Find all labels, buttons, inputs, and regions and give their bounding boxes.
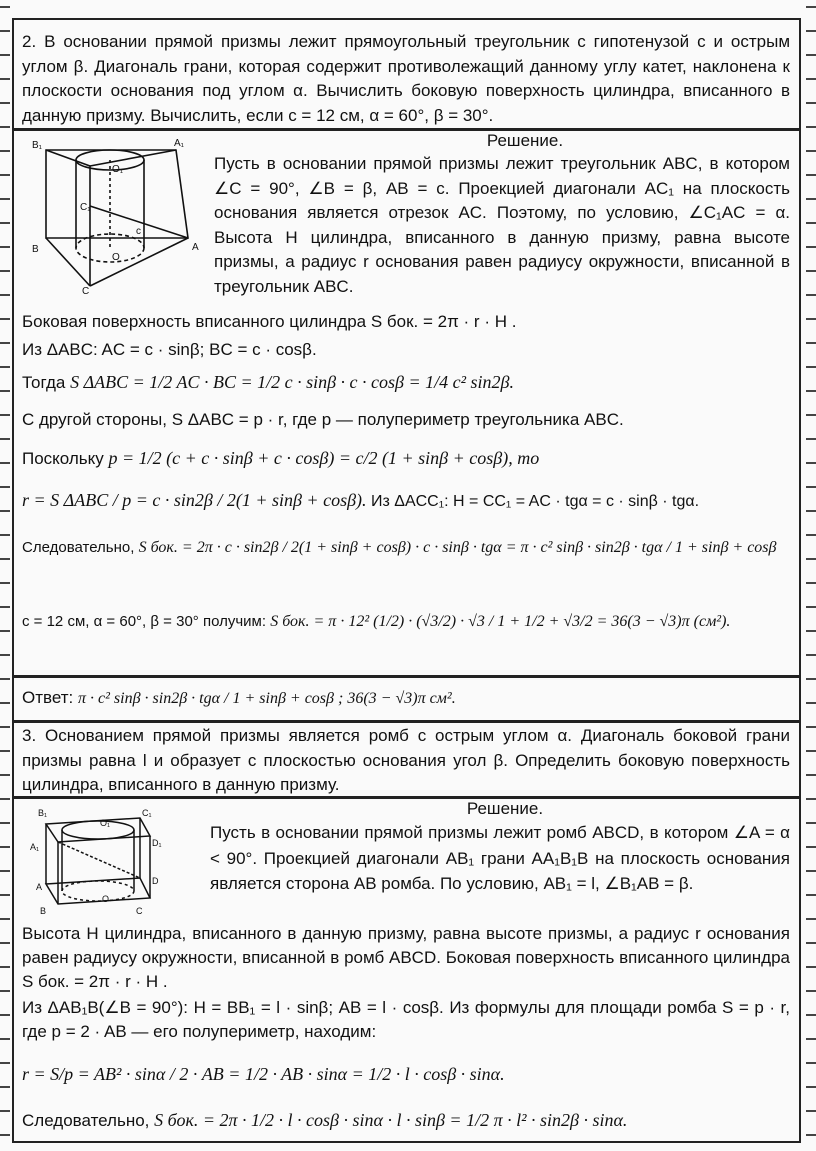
edge-tick [0, 894, 10, 896]
edge-tick [0, 846, 10, 848]
edge-tick [0, 1038, 10, 1040]
edge-tick [0, 966, 10, 968]
text: Следовательно, [22, 539, 135, 556]
problem2-answer [22, 688, 456, 709]
prism-triangle-figure [28, 136, 206, 296]
answer-formula: π · c² sinβ · sin2β · tgα / 1 + sinβ + cosβ ; 36(3 − √3)π см². [77, 690, 456, 707]
edge-tick [806, 1014, 816, 1016]
text: Следовательно, [22, 1111, 150, 1130]
problem2-semiperimeter [22, 448, 539, 469]
edge-tick [806, 702, 816, 704]
edge-tick [806, 750, 816, 752]
fig3-label-b1: B₁ [38, 808, 48, 818]
edge-tick [0, 702, 10, 704]
formula: r = S ΔABC / p = c · sin2β / 2(1 + sinβ + cosβ). [22, 490, 367, 510]
formula: S бок. = π · 12² (1/2) · (√3/2) · √3 / 1 + 1/2 + √3/2 = 36(3 − √3)π (см²). [270, 613, 731, 630]
fig-label-o: O [112, 252, 120, 263]
edge-tick [0, 534, 10, 536]
edge-tick [0, 126, 10, 128]
edge-tick [0, 486, 10, 488]
edge-tick [806, 198, 816, 200]
edge-tick [806, 414, 816, 416]
text: Тогда [22, 373, 66, 392]
edge-tick [806, 102, 816, 104]
edge-tick [0, 918, 10, 920]
edge-tick [0, 1134, 10, 1136]
problem3-radius [22, 1064, 505, 1085]
edge-tick [0, 726, 10, 728]
fig3-label-c: C [136, 906, 143, 916]
divider [14, 796, 801, 799]
edge-tick [0, 774, 10, 776]
edge-tick [806, 558, 816, 560]
divider [14, 720, 801, 723]
fig-label-c: C [82, 286, 90, 296]
problem3-solution-title: Решение. [466, 799, 544, 818]
edge-tick [0, 366, 10, 368]
edge-tick [806, 966, 816, 968]
edge-tick [0, 606, 10, 608]
edge-tick [0, 222, 10, 224]
edge-tick [0, 198, 10, 200]
edge-tick [0, 30, 10, 32]
edge-tick [0, 150, 10, 152]
edge-tick [806, 390, 816, 392]
fig-label-c1: C₁ [80, 202, 91, 213]
right-edge-ticks [804, 0, 816, 1151]
edge-tick [0, 558, 10, 560]
text: Из ΔACC₁: H = CC₁ = AC · tgα = c · sinβ · tgα. [370, 493, 700, 510]
edge-tick [806, 222, 816, 224]
edge-tick [0, 942, 10, 944]
fig3-label-d1: D₁ [152, 838, 162, 848]
problem2-solution-title: Решение. [486, 131, 564, 150]
edge-tick [0, 582, 10, 584]
edge-tick [806, 846, 816, 848]
edge-tick [806, 606, 816, 608]
text: c = 12 см, α = 60°, β = 30° получим: [22, 613, 267, 630]
edge-tick [806, 630, 816, 632]
fig3-label-o1: O₁ [100, 818, 111, 828]
left-edge-ticks [0, 0, 12, 1151]
edge-tick [0, 630, 10, 632]
fig3-label-c1: C₁ [142, 808, 152, 818]
problem2-radius-height [22, 490, 699, 512]
edge-tick [806, 318, 816, 320]
edge-tick [0, 654, 10, 656]
answer-label: Ответ: [22, 688, 74, 707]
text: Поскольку [22, 449, 104, 468]
edge-tick [806, 582, 816, 584]
edge-tick [806, 726, 816, 728]
problem3-statement: 3. Основанием прямой призмы является ромб с острым углом α. Диагональ боковой грани призмы равна l и образует с плоскостью основания угол β. Определить боковую поверхность цилиндра, вписанного в данную призму. [22, 726, 790, 795]
divider [14, 675, 801, 678]
edge-tick [0, 270, 10, 272]
edge-tick [806, 798, 816, 800]
edge-tick [0, 462, 10, 464]
problem3-intro: Пусть в основании прямой призмы лежит ромб ABCD, в котором ∠A = α < 90°. Проекцией диагонали AB₁ грани AA₁B₁B на плоскость основания является сторона AB ромба. По условию, AB₁ = l, ∠B₁AB = β. [210, 823, 790, 893]
edge-tick [0, 798, 10, 800]
formula: S ΔABC = 1/2 AC · BC = 1/2 c · sinβ · c · cosβ = 1/4 c² sin2β. [70, 372, 515, 392]
edge-tick [0, 1014, 10, 1016]
fig-label-b1: B₁ [32, 140, 43, 151]
edge-tick [806, 870, 816, 872]
edge-tick [806, 438, 816, 440]
problem2-statement: 2. В основании прямой призмы лежит прямоугольный треугольник с гипотенузой c и острым углом β. Диагональ грани, которая содержит противолежащий данному углу катет, наклонена к плоскости основания под углом α. Вычислить боковую поверхность цилиндра, вписанного в данную призму. Вычислить, если c = 12 см, α = 60°, β = 30°. [22, 32, 790, 125]
edge-tick [806, 462, 816, 464]
edge-tick [806, 150, 816, 152]
problem2-from-triangle: Из ΔABC: AC = c · sinβ; BC = c · cosβ. [22, 340, 317, 359]
edge-tick [0, 438, 10, 440]
edge-tick [0, 822, 10, 824]
edge-tick [806, 534, 816, 536]
edge-tick [806, 30, 816, 32]
fig-label-c-side: c [136, 226, 141, 237]
fig3-label-d: D [152, 876, 159, 886]
edge-tick [806, 894, 816, 896]
edge-tick [0, 678, 10, 680]
edge-tick [0, 318, 10, 320]
problem2-other-side: С другой стороны, S ΔABC = p · r, где p — полупериметр треугольника ABC. [22, 410, 624, 429]
problem3-height-radius: Высота H цилиндра, вписанного в данную призму, равна высоте призмы, а радиус r основания равен радиусу окружности, вписанной в ромб ABCD. Боковая поверхность вписанного цилиндра S бок. = 2π · r · H . [22, 924, 790, 991]
edge-tick [0, 990, 10, 992]
edge-tick [806, 1086, 816, 1088]
prism-rhombus-figure [18, 806, 168, 918]
problem2-numeric [22, 612, 730, 632]
edge-tick [0, 246, 10, 248]
edge-tick [0, 870, 10, 872]
edge-tick [806, 294, 816, 296]
edge-tick [0, 1110, 10, 1112]
fig-label-o1: O₁ [112, 164, 124, 175]
edge-tick [806, 822, 816, 824]
edge-tick [806, 174, 816, 176]
problem2-area-line [22, 372, 514, 393]
problem3-result [22, 1110, 627, 1131]
edge-tick [806, 774, 816, 776]
edge-tick [806, 366, 816, 368]
edge-tick [0, 54, 10, 56]
edge-tick [806, 78, 816, 80]
edge-tick [0, 390, 10, 392]
edge-tick [806, 6, 816, 8]
edge-tick [0, 78, 10, 80]
fig-label-a1: A₁ [174, 138, 185, 149]
problem3-area-formula: Из ΔAB₁B(∠B = 90°): H = BB₁ = l · sinβ; AB = l · cosβ. Из формулы для площади ромба S = p · r, где p = 2 · AB — его полупериметр, находим: [22, 998, 790, 1041]
edge-tick [806, 654, 816, 656]
edge-tick [0, 6, 10, 8]
fig3-label-b: B [40, 906, 47, 916]
edge-tick [0, 102, 10, 104]
problem2-result [22, 538, 777, 558]
fig-label-b: B [32, 244, 39, 255]
fig-label-a: A [192, 242, 199, 253]
edge-tick [806, 246, 816, 248]
edge-tick [806, 990, 816, 992]
edge-tick [806, 1038, 816, 1040]
edge-tick [806, 1110, 816, 1112]
edge-tick [0, 342, 10, 344]
edge-tick [806, 486, 816, 488]
divider [14, 128, 801, 131]
formula: p = 1/2 (c + c · sinβ + c · cosβ) = c/2 (1 + sinβ + cosβ), то [108, 448, 540, 468]
edge-tick [0, 510, 10, 512]
edge-tick [806, 678, 816, 680]
edge-tick [0, 1086, 10, 1088]
edge-tick [806, 54, 816, 56]
formula: S бок. = 2π · c · sin2β / 2(1 + sinβ + cosβ) · c · sinβ · tgα = π · c² sinβ · sin2β · tgα / 1 + sinβ + cosβ [138, 539, 777, 556]
formula: S бок. = 2π · 1/2 · l · cosβ · sinα · l · sinβ = 1/2 π · l² · sin2β · sinα. [154, 1110, 628, 1130]
edge-tick [806, 342, 816, 344]
formula: r = S/p = AB² · sinα / 2 · AB = 1/2 · AB · sinα = 1/2 · l · cosβ · sinα. [22, 1064, 505, 1084]
edge-tick [806, 918, 816, 920]
edge-tick [806, 510, 816, 512]
edge-tick [0, 174, 10, 176]
edge-tick [0, 750, 10, 752]
edge-tick [806, 942, 816, 944]
problem2-lateral-surface: Боковая поверхность вписанного цилиндра S бок. = 2π · r · H . [22, 312, 517, 331]
fig3-label-a1: A₁ [30, 842, 40, 852]
fig3-label-o: O [102, 894, 110, 904]
edge-tick [0, 1062, 10, 1064]
edge-tick [806, 1134, 816, 1136]
edge-tick [806, 126, 816, 128]
fig3-label-a: A [36, 882, 43, 892]
edge-tick [806, 270, 816, 272]
edge-tick [0, 414, 10, 416]
edge-tick [806, 1062, 816, 1064]
edge-tick [0, 294, 10, 296]
problem2-intro: Пусть в основании прямой призмы лежит треугольник ABC, в котором ∠C = 90°, ∠B = β, AB = c. Проекцией диагонали AC₁ на плоскость основания является отрезок AC. Поэтому, по условию, ∠C₁AC = α. Высота H цилиндра, вписанного в данную призму, равна высоте призмы, а радиус r основания равен радиусу окружности, вписанной в треугольник ABC. [214, 154, 790, 296]
